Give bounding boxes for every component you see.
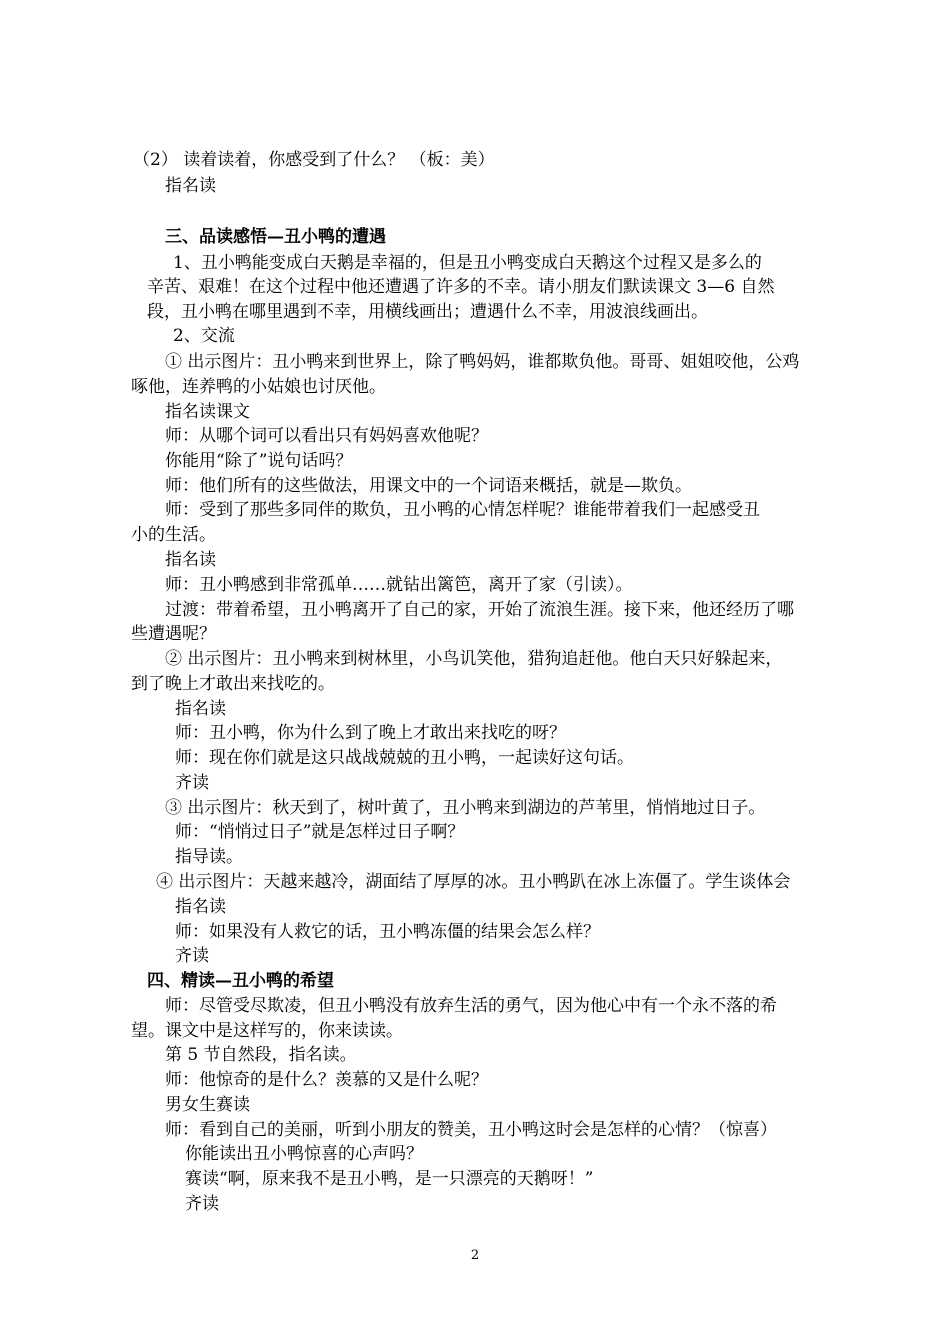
section-heading: 三、品读感悟—丑小鸭的遭遇: [165, 227, 386, 247]
text-line: 师：丑小鸭，你为什么到了晚上才敢出来找吃的呀？: [175, 723, 566, 743]
text-line: ④ 出示图片：天越来越冷，湖面结了厚厚的冰。丑小鸭趴在冰上冻僵了。学生谈体会: [156, 872, 791, 892]
text-line: 指名读: [175, 699, 226, 719]
text-line: 指名读课文: [165, 402, 250, 422]
text-line: 2、交流: [173, 326, 235, 346]
text-line: 师：受到了那些多同伴的欺负，丑小鸭的心情怎样呢？谁能带着我们一起感受丑: [165, 500, 760, 520]
text-line: 指名读: [165, 176, 216, 196]
text-line: 齐读: [175, 773, 209, 793]
text-line: 师：尽管受尽欺凌，但丑小鸭没有放弃生活的勇气，因为他心中有一个永不落的希: [165, 996, 777, 1016]
text-line: 过渡：带着希望，丑小鸭离开了自己的家，开始了流浪生涯。接下来，他还经历了哪: [165, 600, 794, 620]
text-line: 指名读: [165, 550, 216, 570]
section-heading: 四、精读—丑小鸭的希望: [147, 971, 334, 991]
text-line: 赛读“啊，原来我不是丑小鸭，是一只漂亮的天鹅呀！”: [185, 1169, 594, 1189]
text-line: （2） 读着读着，你感受到了什么？ （板：美）: [133, 150, 495, 170]
text-line: ② 出示图片：丑小鸭来到树林里，小鸟讥笑他，猎狗追赶他。他白天只好躲起来，: [165, 649, 783, 669]
text-line: 齐读: [175, 946, 209, 966]
text-line: 1、丑小鸭能变成白天鹅是幸福的，但是丑小鸭变成白天鹅这个过程又是多么的: [173, 253, 762, 273]
text-line: 小的生活。: [131, 525, 216, 545]
text-line: 指导读。: [175, 847, 243, 867]
text-line: 你能读出丑小鸭惊喜的心声吗？: [185, 1144, 423, 1164]
text-line: 师：现在你们就是这只战战兢兢的丑小鸭，一起读好这句话。: [175, 748, 634, 768]
text-line: 师：他们所有的这些做法，用课文中的一个词语来概括，就是—欺负。: [165, 476, 692, 496]
text-line: 你能用“除了”说句话吗？: [165, 451, 353, 471]
text-line: 望。课文中是这样写的，你来读读。: [131, 1021, 403, 1041]
text-line: 师：“悄悄过日子”就是怎样过日子啊？: [175, 822, 465, 842]
page-number: 2: [470, 1248, 480, 1263]
text-line: 些遭遇呢？: [131, 624, 216, 644]
text-line: 师：他惊奇的是什么？羡慕的又是什么呢？: [165, 1070, 488, 1090]
text-line: 师：从哪个词可以看出只有妈妈喜欢他呢？: [165, 426, 488, 446]
text-line: 啄他，连养鸭的小姑娘也讨厌他。: [131, 377, 386, 397]
text-line: 段，丑小鸭在哪里遇到不幸，用横线画出；遭遇什么不幸，用波浪线画出。: [147, 302, 708, 322]
text-line: 师：如果没有人救它的话，丑小鸭冻僵的结果会怎么样？: [175, 922, 600, 942]
text-line: ③ 出示图片：秋天到了，树叶黄了，丑小鸭来到湖边的芦苇里，悄悄地过日子。: [165, 798, 766, 818]
text-line: ① 出示图片：丑小鸭来到世界上，除了鸭妈妈，谁都欺负他。哥哥、姐姐咬他，公鸡: [165, 352, 800, 372]
text-line: 师：丑小鸭感到非常孤单……就钻出篱笆，离开了家（引读）。: [165, 575, 633, 595]
text-line: 到了晚上才敢出来找吃的。: [131, 674, 335, 694]
text-line: 第 5 节自然段，指名读。: [165, 1045, 357, 1065]
text-line: 辛苦、艰难！在这个过程中他还遭遇了许多的不幸。请小朋友们默读课文 3—6 自然: [147, 277, 775, 297]
text-line: 齐读: [185, 1194, 219, 1214]
text-line: 指名读: [175, 897, 226, 917]
text-line: 男女生赛读: [165, 1095, 250, 1115]
text-line: 师：看到自己的美丽，听到小朋友的赞美，丑小鸭这时会是怎样的心情？（惊喜）: [165, 1120, 777, 1140]
